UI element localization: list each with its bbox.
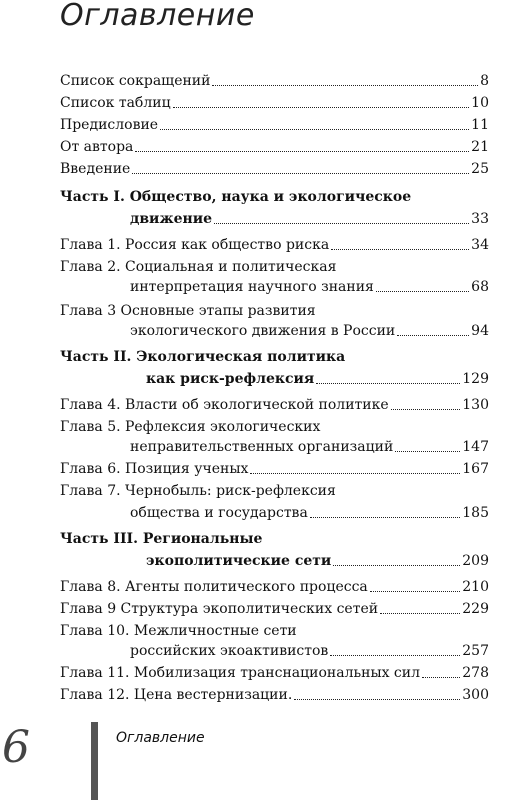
- dot-leader: [380, 612, 460, 614]
- entry-page: 11: [471, 117, 489, 133]
- entry-label: Введение: [60, 161, 131, 177]
- toc-entry-tables[interactable]: [60, 94, 489, 112]
- dot-leader: [376, 290, 469, 292]
- dot-leader: [132, 172, 469, 174]
- entry-page: 167: [462, 461, 489, 477]
- chapter7-title-line1: Глава 7. Чернобыль: риск-рефлексия: [60, 483, 336, 499]
- entry-label: Глава 8. Агенты политического процесса: [60, 579, 368, 595]
- toc-entry-part2[interactable]: [146, 370, 489, 388]
- dot-leader: [422, 676, 460, 678]
- entry-label: От автора: [60, 139, 134, 155]
- toc-entry-abbreviations[interactable]: [60, 72, 489, 90]
- dot-leader: [135, 150, 469, 152]
- entry-label: интерпретация научного знания: [130, 279, 374, 295]
- toc-entry-chapter11[interactable]: [60, 664, 489, 682]
- entry-label: общества и государства: [130, 505, 308, 521]
- part3-title-line1: Часть III. Региональные: [60, 531, 263, 547]
- dot-leader: [391, 408, 461, 410]
- entry-page: 210: [462, 579, 489, 595]
- entry-label: Глава 11. Мобилизация транснациональных сил: [60, 665, 420, 681]
- dot-leader: [397, 334, 469, 336]
- vertical-rule: [91, 722, 98, 800]
- dot-leader: [214, 222, 469, 224]
- dot-leader: [370, 590, 461, 592]
- entry-page: 130: [462, 397, 489, 413]
- entry-label: как риск-рефлексия: [146, 371, 315, 387]
- dot-leader: [395, 450, 460, 452]
- entry-page: 34: [471, 237, 489, 253]
- page-number: 6: [2, 722, 30, 773]
- dot-leader: [310, 516, 460, 518]
- toc-entry-chapter2[interactable]: [130, 278, 489, 296]
- toc-entry-introduction[interactable]: [60, 160, 489, 178]
- toc-entry-chapter1[interactable]: [60, 236, 489, 254]
- toc-entry-chapter7[interactable]: [130, 504, 489, 522]
- dot-leader: [331, 248, 469, 250]
- entry-label: движение: [130, 211, 213, 227]
- entry-label: Глава 1. Россия как общество риска: [60, 237, 330, 253]
- toc-entry-chapter4[interactable]: [60, 396, 489, 414]
- entry-page: 147: [462, 439, 489, 455]
- entry-label: Глава 6. Позиция ученых: [60, 461, 249, 477]
- entry-page: 257: [462, 643, 489, 659]
- part1-title-line1: Часть I. Общество, наука и экологическое: [60, 189, 412, 205]
- toc-entry-from-author[interactable]: [60, 138, 489, 156]
- entry-label: Список таблиц: [60, 95, 171, 111]
- toc-entry-chapter12[interactable]: [60, 686, 489, 704]
- entry-label: Список сокращений: [60, 73, 211, 89]
- toc-entry-chapter6[interactable]: [60, 460, 489, 478]
- entry-page: 129: [462, 371, 489, 387]
- toc-entry-chapter10[interactable]: [130, 642, 489, 660]
- entry-page: 185: [462, 505, 489, 521]
- entry-page: 94: [471, 323, 489, 339]
- page-title: Оглавление: [60, 0, 255, 33]
- dot-leader: [316, 382, 460, 384]
- entry-label: Предисловие: [60, 117, 159, 133]
- toc-entry-part1[interactable]: [130, 210, 489, 228]
- toc-entry-chapter5[interactable]: [130, 438, 489, 456]
- entry-page: 8: [480, 73, 489, 89]
- entry-page: 21: [471, 139, 489, 155]
- toc-entry-part3[interactable]: [146, 552, 489, 570]
- toc-entry-chapter3[interactable]: [130, 322, 489, 340]
- entry-page: 68: [471, 279, 489, 295]
- entry-label: экополитические сети: [146, 553, 332, 569]
- part2-title-line1: Часть II. Экологическая политика: [60, 349, 346, 365]
- running-title: Оглавление: [116, 730, 205, 746]
- entry-label: Глава 12. Цена вестернизации.: [60, 687, 293, 703]
- dot-leader: [160, 128, 469, 130]
- dot-leader: [250, 472, 460, 474]
- chapter2-title-line1: Глава 2. Социальная и политическая: [60, 259, 337, 275]
- chapter10-title-line1: Глава 10. Межличностные сети: [60, 623, 297, 639]
- dot-leader: [173, 106, 470, 108]
- entry-page: 278: [462, 665, 489, 681]
- entry-page: 300: [462, 687, 489, 703]
- entry-page: 25: [471, 161, 489, 177]
- dot-leader: [330, 654, 460, 656]
- entry-page: 229: [462, 601, 489, 617]
- entry-page: 209: [462, 553, 489, 569]
- dot-leader: [212, 84, 478, 86]
- chapter3-title-line1: Глава 3 Основные этапы развития: [60, 303, 316, 319]
- toc-entry-preface[interactable]: [60, 116, 489, 134]
- chapter5-title-line1: Глава 5. Рефлексия экологических: [60, 419, 321, 435]
- entry-label: неправительственных организаций: [130, 439, 394, 455]
- toc-entry-chapter9[interactable]: [60, 600, 489, 618]
- entry-page: 33: [471, 211, 489, 227]
- entry-label: Глава 4. Власти об экологической политике: [60, 397, 389, 413]
- entry-label: Глава 9 Структура экополитических сетей: [60, 601, 379, 617]
- entry-label: экологического движения в России: [130, 323, 396, 339]
- toc-entry-chapter8[interactable]: [60, 578, 489, 596]
- dot-leader: [294, 698, 460, 700]
- entry-page: 10: [471, 95, 489, 111]
- entry-label: российских экоактивистов: [130, 643, 329, 659]
- dot-leader: [333, 564, 460, 566]
